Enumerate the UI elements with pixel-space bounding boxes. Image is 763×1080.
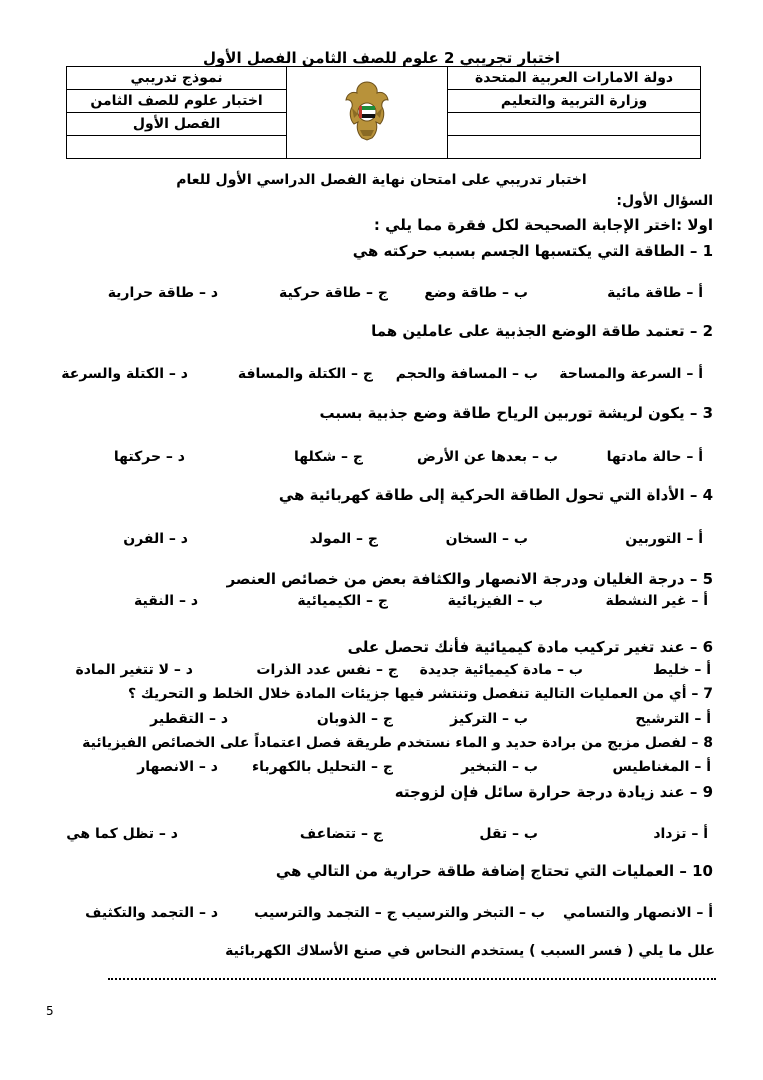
answer-option[interactable]: ب – التبخير bbox=[461, 759, 538, 775]
question-text: 8 – لفصل مزيج من برادة حديد و الماء نستخدم طريقة فصل اعتماداً على الخصائص الفيزيائية bbox=[82, 735, 713, 751]
emblem-cell bbox=[287, 67, 448, 159]
answer-option[interactable]: ب – بعدها عن الأرض bbox=[416, 449, 558, 465]
answer-option[interactable]: أ – التوربين bbox=[625, 531, 703, 547]
answer-option[interactable]: ب – الفيزيائية bbox=[447, 593, 543, 609]
question-text: 3 – يكون لريشة توربين الرياح طاقة وضع جذبية بسبب bbox=[319, 404, 713, 422]
header-right-cell: دولة الامارات العربية المتحدة bbox=[448, 67, 701, 90]
header-right-cell bbox=[448, 113, 701, 136]
answer-option[interactable]: أ – المغناطيس bbox=[612, 759, 711, 775]
answer-option[interactable]: ب – تقل bbox=[479, 826, 538, 842]
answer-option[interactable]: أ – تزداد bbox=[653, 826, 708, 842]
header-left-cell: الفصل الأول bbox=[67, 113, 287, 136]
question-text: 6 – عند تغير تركيب مادة كيميائية فأنك تحصل على bbox=[347, 638, 713, 656]
answer-option[interactable]: أ – الانصهار والتسامي bbox=[562, 905, 713, 921]
question-text: 1 – الطاقة التي يكتسبها الجسم بسبب حركته هي bbox=[352, 242, 713, 260]
answer-option[interactable]: ج – الذوبان bbox=[316, 711, 393, 727]
answer-option[interactable]: ب – المسافة والحجم bbox=[395, 366, 538, 382]
answer-option[interactable]: ج – الكتلة والمسافة bbox=[237, 366, 373, 382]
header-right-cell bbox=[448, 136, 701, 159]
answer-option[interactable]: د – الفرن bbox=[123, 531, 188, 547]
question-text: 2 – تعتمد طاقة الوضع الجذبية على عاملين هما bbox=[371, 322, 713, 340]
header-left-cell: اختبار علوم للصف الثامن bbox=[67, 90, 287, 113]
answer-option[interactable]: ج – شكلها bbox=[294, 449, 363, 465]
answer-option[interactable]: أ – طاقة مائية bbox=[607, 285, 703, 301]
answer-option[interactable]: ج – الكيميائية bbox=[297, 593, 388, 609]
header-left-cell bbox=[67, 136, 287, 159]
page-number: 5 bbox=[46, 1004, 54, 1018]
answer-option[interactable]: ب – السخان bbox=[445, 531, 528, 547]
answer-option[interactable]: ج – تتضاعف bbox=[299, 826, 383, 842]
answer-option[interactable]: د – الكتلة والسرعة bbox=[61, 366, 188, 382]
answer-option[interactable]: د – التجمد والتكثيف bbox=[85, 905, 218, 921]
question-text: 5 – درجة الغليان ودرجة الانصهار والكثافة بعض من خصائص العنصر bbox=[226, 570, 713, 588]
header-right-cell: وزارة التربية والتعليم bbox=[448, 90, 701, 113]
answer-option[interactable]: أ – السرعة والمساحة bbox=[559, 366, 703, 382]
answer-option[interactable]: د – النقية bbox=[134, 593, 198, 609]
answer-option[interactable]: د – حركتها bbox=[113, 449, 185, 465]
answer-option[interactable]: ب – طاقة وضع bbox=[424, 285, 528, 301]
header-table bbox=[66, 66, 701, 159]
question-text: 10 – العمليات التي تحتاج إضافة طاقة حرارية من التالي هي bbox=[275, 862, 713, 880]
answer-option[interactable]: ج – المولد bbox=[309, 531, 378, 547]
uae-emblem-icon bbox=[344, 78, 390, 144]
answer-option[interactable]: ب – التبخر والترسيب ج – التجمد والترسيب bbox=[254, 905, 545, 921]
answer-option[interactable]: د – الانصهار bbox=[137, 759, 218, 775]
answer-option[interactable]: أ – الترشيح bbox=[635, 711, 711, 727]
answer-option[interactable]: أ – حالة مادتها bbox=[606, 449, 703, 465]
answer-option[interactable]: ج – التحليل بالكهرباء bbox=[251, 759, 393, 775]
question-text: 7 – أي من العمليات التالية تنفصل وتنتشر فيها جزيئات المادة خلال الخلط و التحريك ؟ bbox=[127, 686, 713, 702]
answer-option[interactable]: ب – التركيز bbox=[450, 711, 528, 727]
answer-option[interactable]: ج – نفس عدد الذرات bbox=[256, 662, 398, 678]
question-text: 9 – عند زيادة درجة حرارة سائل فإن لزوجته bbox=[394, 783, 713, 801]
answer-option[interactable]: د – لا تتغير المادة bbox=[75, 662, 193, 678]
exam-subtitle: اختبار تدريبي على امتحان نهاية الفصل الدراسي الأول للعام bbox=[176, 172, 587, 188]
answer-option[interactable]: أ – غير النشطة bbox=[605, 593, 708, 609]
section-title: السؤال الأول: bbox=[616, 193, 713, 209]
answer-option[interactable]: د – طاقة حرارية bbox=[107, 285, 218, 301]
answer-option[interactable]: ب – مادة كيميائية جديدة bbox=[419, 662, 583, 678]
header-left-cell: نموذج تدريبي bbox=[67, 67, 287, 90]
answer-option[interactable]: أ – خليط bbox=[652, 662, 711, 678]
instruction-text: اولا :اختر الإجابة الصحيحة لكل فقرة مما يلي : bbox=[373, 216, 713, 234]
answer-dotted-line[interactable] bbox=[108, 970, 716, 980]
answer-option[interactable]: د – تظل كما هي bbox=[66, 826, 178, 842]
answer-option[interactable]: د – التقطير bbox=[150, 711, 228, 727]
document-title: اختبار تجريبي 2 علوم للصف الثامن الفصل الأول bbox=[202, 49, 561, 67]
question-text: 4 – الأداة التي تحول الطاقة الحركية إلى طاقة كهربائية هي bbox=[278, 486, 713, 504]
answer-option[interactable]: ج – طاقة حركية bbox=[279, 285, 388, 301]
explain-question: علل ما يلي ( فسر السبب ) يستخدم النحاس في صنع الأسلاك الكهربائية bbox=[225, 943, 715, 959]
